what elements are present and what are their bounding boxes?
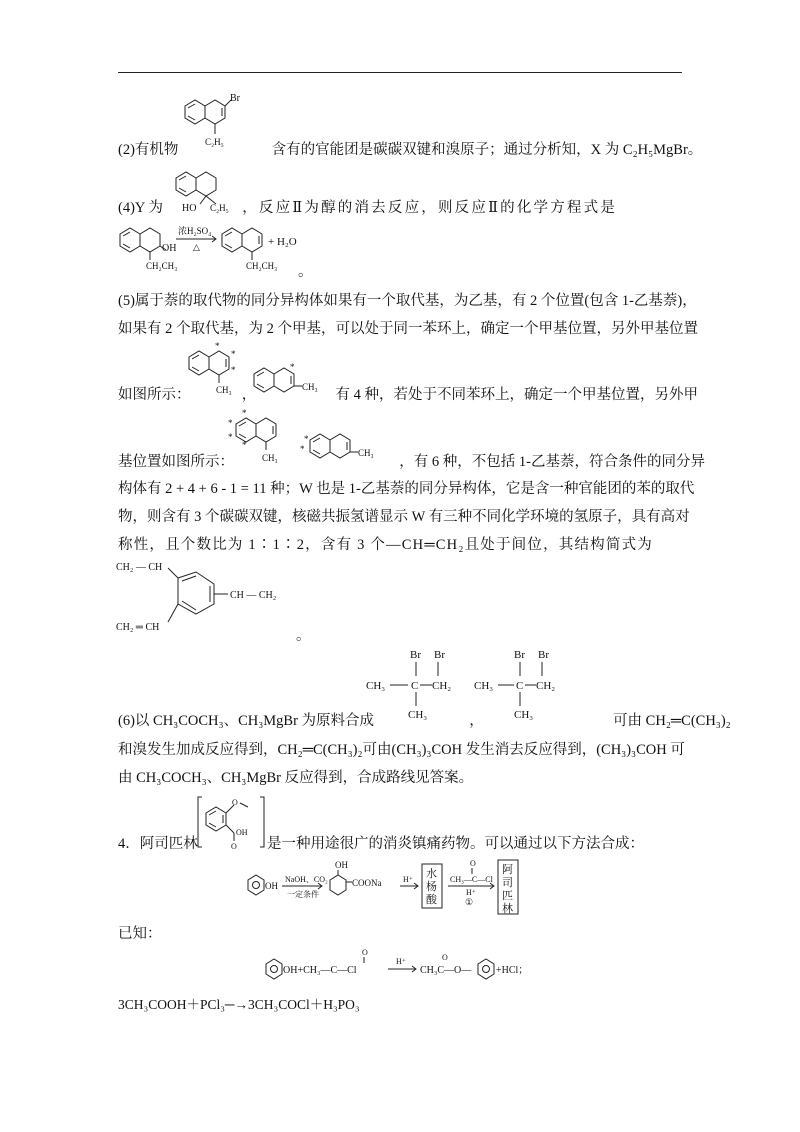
star-mark: * (228, 418, 233, 428)
q4-suffix: 是一种用途很广的消炎镇痛药物。可以通过以下方法合成： (267, 836, 644, 852)
methyl-label: CH₃ (408, 709, 428, 721)
methyl-label: CH₃ (302, 382, 318, 392)
methylene-label: CH₂ (536, 680, 556, 692)
p2-prefix: (2)有机物 (118, 142, 179, 158)
ester-oxygen: O (232, 798, 238, 807)
star-mark: * (231, 349, 236, 359)
phenol-hydroxyl: OH (265, 881, 278, 891)
bromine-label: Br (410, 649, 421, 661)
box-char: 杨 (426, 881, 437, 893)
int-hydroxyl: OH (335, 860, 348, 870)
carboxyl-hydroxyl: OH (236, 828, 248, 837)
bromine-label: Br (434, 649, 445, 661)
box-char: 林 (502, 903, 513, 915)
reagent-naoh-co2: NaOH、CO₂ (285, 875, 328, 884)
product-ethyl: CH₂CH₃ (246, 261, 278, 271)
sodium-carboxylate: COONa (352, 878, 382, 888)
w-vinyl-top: CH₂ — CH (116, 562, 163, 573)
reactant-ethyl: CH₂CH₃ (146, 261, 178, 271)
star-mark: * (215, 341, 220, 351)
p5-end: 。 (296, 628, 311, 644)
methyl-label: CH₃ (366, 680, 386, 692)
box-char: 水 (426, 868, 437, 880)
p6-line1-a: (6)以 CH₃COCH₃、CH₃MgBr 为原料合成 (118, 713, 375, 729)
carbonyl-oxygen: O (231, 842, 237, 851)
q4-prefix: 4．阿司匹林 (118, 836, 198, 852)
step-one-marker: ① (465, 897, 474, 907)
methyl-label: CH₃ (514, 709, 534, 721)
star-mark: * (242, 408, 247, 418)
p5-line1: (5)属于萘的取代物的同分异构体如果有一个取代基，为乙基，有 2 个位置(包含 1-乙基萘)， (118, 293, 697, 309)
p5-line5: 构体有 2 + 4 + 6 - 1 = 11 种；W 也是 1-乙基萘的同分异构体，它是含一种官能团的苯的取代 (118, 481, 695, 497)
box-char: 司 (502, 877, 513, 889)
acid-h-plus: H⁺ (403, 875, 413, 884)
p6-line3: 由 CH₃COCH₃、CH₃MgBr 反应得到，合成路线见答案。 (118, 770, 474, 786)
methyl-label: CH₃ (358, 448, 374, 458)
aspirin-synthesis-route (240, 858, 600, 918)
eq1-right: +HCl； (496, 965, 529, 976)
star-mark: * (231, 365, 236, 375)
star-mark: * (300, 444, 305, 454)
header-rule (118, 72, 682, 73)
eq1-arrow-label: H⁺ (396, 957, 406, 966)
acetyl-oxygen: O (470, 859, 476, 868)
p4-line1-b: ，反应Ⅱ为醇的消去反应，则反应Ⅱ的化学方程式是 (242, 200, 618, 216)
star-mark: * (290, 362, 295, 372)
p5-line4 (118, 452, 705, 472)
p4-line1 (118, 198, 617, 218)
p5-line3-a: 如图所示： (118, 387, 191, 403)
eq1-product-oxygen: O (442, 953, 448, 962)
water-term: + H₂O (268, 236, 297, 248)
methylene-label: CH₂ (432, 680, 452, 692)
box-char: 酸 (426, 894, 437, 906)
heat-symbol: △ (193, 242, 200, 252)
bromine-label: Br (230, 93, 240, 104)
p6-line2: 和溴发生加成反应得到，CH₂═C(CH₃)₂可由(CH₃)₃COH 发生消去反应得到，(CH₃)₃COH 可 (118, 742, 685, 758)
star-mark: * (228, 432, 233, 442)
p5-line4-a: 基位置如图所示： (118, 454, 234, 470)
y-hydroxyl-label: HO (182, 203, 197, 214)
bromine-label: Br (538, 649, 549, 661)
carbon-label: C (411, 680, 419, 692)
carbon-label: C (516, 680, 524, 692)
condition-certain: 一定条件 (287, 890, 319, 899)
p5-line4-b: ，有 6 种，不包括 1-乙基萘，符合条件的同分异 (399, 454, 705, 470)
p6-line1-b: 可由 CH₂═C(CH₃)₂ (613, 713, 731, 729)
known-equation-2: 3CH₃COOH＋PCl₃─→3CH₃COCl＋H₃PO₃ (118, 997, 360, 1012)
p2-line (118, 140, 702, 160)
p4-line1-a: (4)Y 为 (118, 200, 163, 216)
known-label: 已知： (118, 926, 162, 942)
p5-line7: 称性，且个数比为 1∶1∶2，含有 3 个—CH═CH₂且处于间位，其结构简式为 (118, 537, 653, 553)
eq1-carbonyl-oxygen: O (362, 948, 368, 957)
q4-intro (118, 834, 644, 854)
p5-line6: 物，则含有 3 个碳碳双键，核磁共振氢谱显示 W 有三种不同化学环境的氢原子，具有高对 (118, 509, 690, 525)
box-char: 阿 (502, 864, 513, 876)
eq1-product: CH₃C—O— (420, 965, 472, 976)
ethyl-label: C₂H₅ (205, 137, 224, 147)
p5-line2: 如果有 2 个取代基，为 2 个甲基，可以处于同一苯环上，确定一个甲基位置，另外甲基位置 (118, 321, 698, 337)
y-ethyl-label: C₂H₅ (210, 203, 229, 213)
eq1-left: OH+CH₃—C—Cl (283, 965, 357, 976)
p2-suffix: 含有的官能团是碳碳双键和溴原子；通过分析知，X 为 C₂H₅MgBr。 (271, 142, 703, 158)
elimination-equation (116, 222, 356, 278)
p6-line1 (118, 711, 731, 731)
w-trivinylbenzene-structure (116, 556, 316, 638)
w-vinyl-right: CH — CH₂ (230, 590, 277, 601)
reactant-hydroxyl: OH (162, 243, 177, 254)
bromine-label: Br (514, 649, 525, 661)
w-vinyl-bottom: CH₂ ═ CH (116, 622, 160, 633)
known-equation-1 (260, 944, 560, 984)
star-mark: * (304, 434, 309, 444)
comma: ， (241, 387, 257, 403)
acid-h-plus: H⁺ (466, 888, 476, 897)
p4-end: 。 (298, 264, 313, 280)
methyl-label: CH₃ (262, 453, 278, 463)
p5-line3-b: 有 4 种，若处于不同苯环上，确定一个甲基位置，另外甲 (335, 387, 698, 403)
reagent-conc-sulfuric: 浓H₂SO₄ (178, 226, 212, 236)
box-char: 匹 (502, 890, 513, 902)
comma: ， (469, 713, 484, 729)
methyl-label: CH₃ (216, 385, 232, 395)
reagent-acetyl-chloride: CH₃—C—Cl (450, 875, 493, 884)
star-mark: * (242, 440, 247, 450)
p5-line3 (118, 385, 698, 405)
methyl-label: CH₃ (474, 680, 494, 692)
